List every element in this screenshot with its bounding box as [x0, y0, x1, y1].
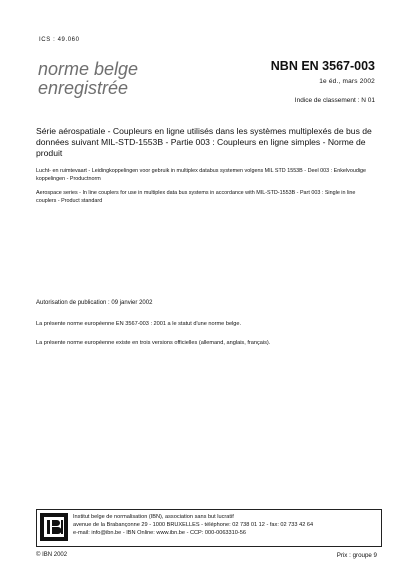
status-statement: La présente norme européenne EN 3567-003 : 2001 a le statut d'une norme belge. — [36, 321, 242, 327]
ics-code: ICS : 49.060 — [39, 37, 80, 43]
ibn-address-line: avenue de la Brabançonne 29 - 1000 BRUXELLES - téléphone: 02 738 01 12 - fax: 02 733 42 64 — [73, 522, 314, 528]
title-english: Aerospace series - In line couplers for use in multiplex data bus systems in accordance with MIL-STD-1553B - Part 003 : Single in line couplers - Product standard — [36, 190, 356, 204]
versions-statement: La présente norme européenne existe en trois versions officielles (allemand, anglais, français). — [36, 340, 271, 346]
edition-date: 1e éd., mars 2002 — [319, 78, 375, 85]
brand-line-1: norme belge — [38, 59, 139, 79]
ibn-online-line: e-mail: info@ibn.be - IBN Online: www.ibn.be - CCP: 000-0063310-56 — [73, 530, 246, 536]
norme-belge-brand — [38, 60, 138, 98]
title-dutch: Lucht- en ruimtevaart - Leidingkoppelingen voor gebruik in multiplex databus systemen volgens MIL STD 1553B - Deel 003 : Enkelvoudige koppelingen - Productnorm — [36, 168, 367, 182]
classification-index: Indice de classement : N 01 — [294, 97, 375, 104]
price-group: Prix : groupe 9 — [336, 552, 377, 559]
ibn-name-line: Institut belge de normalisation (IBN), association sans but lucratif — [73, 514, 234, 520]
ibn-logo-icon — [40, 513, 68, 541]
ibn-contact-text — [73, 513, 378, 537]
norm-identifier: NBN EN 3567-003 — [270, 59, 375, 73]
title-french: Série aérospatiale - Coupleurs en ligne utilisés dans les systèmes multiplexés de bus de données suivant MIL-STD-1553B - Partie 003 : Coupleurs en ligne simples - Norme de produit — [36, 126, 372, 159]
copyright-notice: © IBN 2002 — [36, 552, 68, 558]
ibn-contact-box — [36, 509, 382, 547]
publication-authorisation: Autorisation de publication : 09 janvier 2002 — [36, 300, 153, 306]
brand-line-2: enregistrée — [38, 78, 129, 98]
